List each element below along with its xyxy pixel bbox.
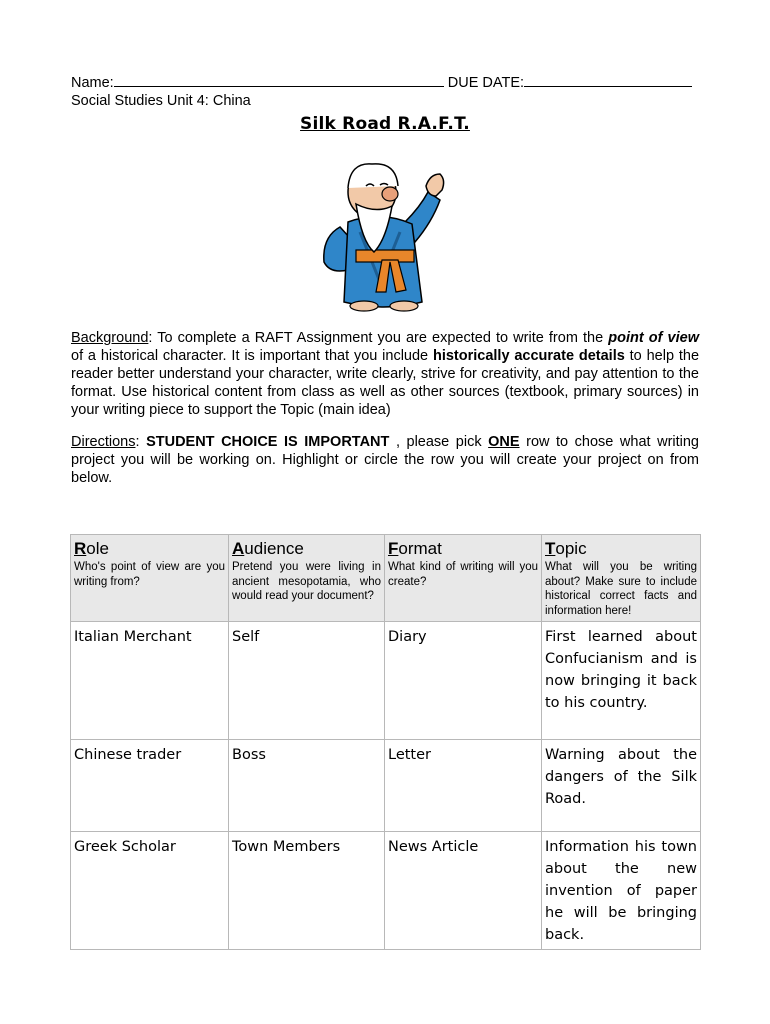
column-description: Pretend you were living in ancient mesopotamia, who would read your document?	[232, 561, 381, 602]
name-label: Name:	[71, 75, 114, 91]
column-heading-rest: opic	[555, 539, 587, 558]
column-description: Who's point of view are you writing from?	[74, 561, 225, 588]
format-cell: Letter	[385, 740, 542, 832]
topic-cell: Warning about the dangers of the Silk Road.	[542, 740, 701, 832]
role-cell: Italian Merchant	[71, 622, 229, 740]
audience-cell: Boss	[229, 740, 385, 832]
subject-line: Social Studies Unit 4: China	[71, 93, 251, 109]
column-description: What will you be writing about? Make sure to include historical correct facts and information here!	[545, 561, 697, 617]
background-sep: :	[148, 330, 158, 346]
table-row[interactable]	[71, 832, 701, 950]
directions-label: Directions	[71, 434, 136, 450]
directions-text-1: , please pick	[389, 434, 489, 450]
audience-cell: Town Members	[229, 832, 385, 950]
topic-cell: First learned about Confucianism and is now bringing it back to his country.	[542, 622, 701, 740]
column-heading-rest: ole	[86, 539, 109, 558]
name-due-line	[71, 72, 701, 92]
table-header-row	[71, 535, 701, 622]
directions-text-2: row to chose what writing project you will be working on. Highlight or circle the row you will create your project on from below.	[71, 434, 699, 486]
column-heading-first-letter: F	[388, 539, 399, 558]
background-paragraph	[71, 329, 699, 419]
one-emphasis: ONE	[488, 434, 520, 450]
column-heading-first-letter: A	[232, 539, 245, 558]
column-topic-header	[542, 535, 701, 622]
column-role-header	[71, 535, 229, 622]
column-heading-rest: udience	[244, 539, 304, 558]
role-cell: Chinese trader	[71, 740, 229, 832]
name-blank[interactable]	[114, 72, 444, 87]
point-of-view-emphasis: point of view	[608, 330, 699, 346]
format-cell: Diary	[385, 622, 542, 740]
accurate-details-emphasis: historically accurate details	[432, 348, 625, 364]
background-label: Background	[71, 330, 149, 346]
background-text-3: to help the reader better understand your character, write clearly, strive for creativity, and pay attention to the format. Use historical content from class as well as other sources (textbook, primary sources) in your writing piece to support the Topic (main idea)	[71, 348, 700, 418]
due-date-blank[interactable]	[524, 72, 692, 87]
page-title: Silk Road R.A.F.T.	[300, 114, 470, 134]
column-heading-first-letter: R	[74, 539, 87, 558]
column-format-header	[385, 535, 542, 622]
confucius-cartoon-image	[300, 152, 465, 322]
background-text-2: of a historical character. It is important that you include	[71, 348, 433, 364]
role-cell: Greek Scholar	[71, 832, 229, 950]
due-date-label: DUE DATE:	[447, 75, 525, 91]
directions-sep: :	[135, 434, 147, 450]
column-heading-first-letter: T	[545, 539, 556, 558]
background-text-1: To complete a RAFT Assignment you are expected to write from the	[157, 330, 609, 346]
audience-cell: Self	[229, 622, 385, 740]
table-row[interactable]	[71, 622, 701, 740]
column-description: What kind of writing will you create?	[388, 561, 538, 588]
column-audience-header	[229, 535, 385, 622]
raft-table	[70, 534, 701, 950]
directions-paragraph	[71, 433, 699, 487]
table-row[interactable]	[71, 740, 701, 832]
format-cell: News Article	[385, 832, 542, 950]
column-heading-rest: ormat	[398, 539, 442, 558]
topic-cell: Information his town about the new invention of paper he will be bringing back.	[542, 832, 701, 950]
student-choice-emphasis: STUDENT CHOICE IS IMPORTANT	[146, 434, 390, 450]
